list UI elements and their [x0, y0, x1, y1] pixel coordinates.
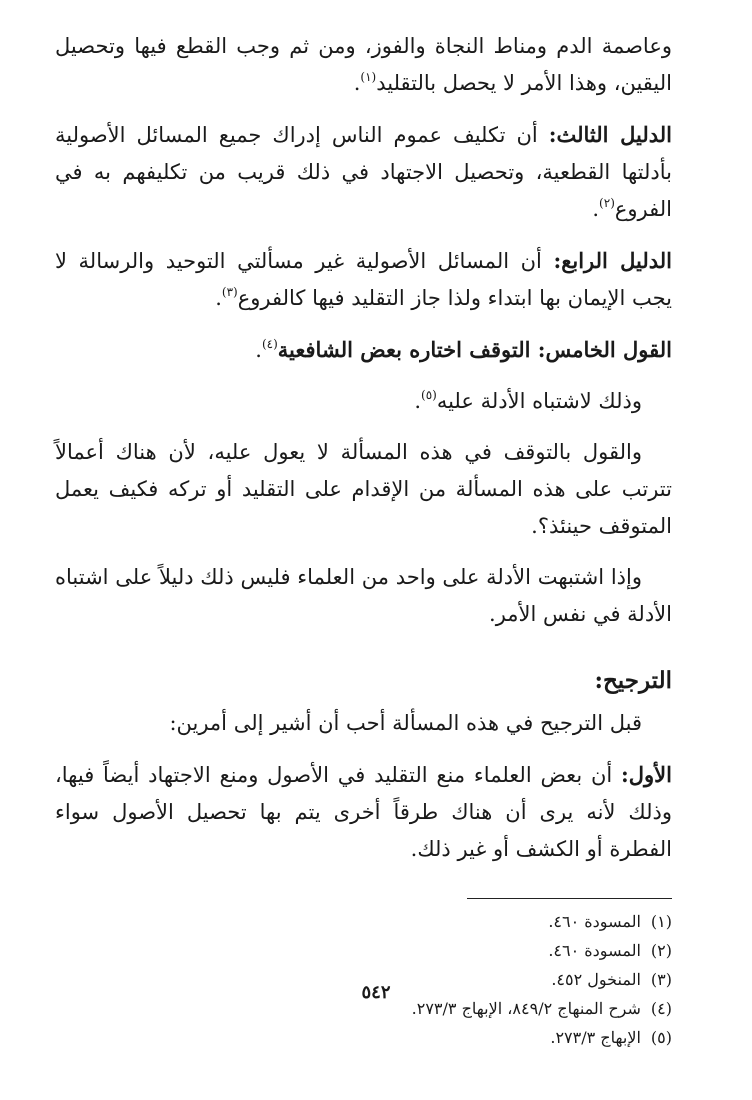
footnote-number: (٤) — [650, 999, 672, 1018]
footnote-ref-4[interactable]: (٤) — [261, 337, 278, 351]
footnote-number: (٢) — [650, 941, 672, 960]
footnote-number: (٥) — [650, 1028, 672, 1047]
footnote-text: الإبهاج ٢٧٣/٣. — [550, 1028, 641, 1047]
page-content — [55, 28, 672, 1052]
paragraph-first-matter: الأول: أن بعض العلماء منع التقليد في الأصول ومنع الاجتهاد أيضاً فيها، وذلك لأنه يرى أن هناك طرقاً أخرى يتم بها تحصيل الأصول سواء الفطرة أو الكشف أو غير ذلك. — [55, 762, 672, 861]
paragraph-reason: وذلك لاشتباه الأدلة عليه$^{(٥)}$. — [414, 388, 642, 413]
footnote-number: (٣) — [650, 970, 672, 989]
section-heading-tarjih: الترجيح: — [594, 667, 672, 694]
paragraph-refutation: والقول بالتوقف في هذه المسألة لا يعول عليه، لأن هناك أعمالاً تترتب على هذه المسألة من الإقدام على التقليد أو تركه فكيف يعمل المتوقف حينئذ؟. — [55, 440, 672, 538]
paragraph-third-evidence: الدليل الثالث: أن تكليف عموم الناس إدراك جميع المسائل الأصولية بأدلتها القطعية، وتحصيل الاجتهاد في ذلك قريب من تكليفهم به في الفروع$^{(٢)}$. — [55, 122, 672, 221]
footnote-item — [55, 936, 672, 965]
footnote-number: (١) — [650, 912, 672, 931]
paragraph-continuation: وعاصمة الدم ومناط النجاة والفوز، ومن ثم وجب القطع فيها وتحصيل اليقين، وهذا الأمر لا يحصل بالتقليد$^{(١)}$. — [55, 34, 672, 95]
footnote-text: المسودة ٤٦٠. — [548, 912, 641, 931]
footnote-text: شرح المنهاج ٨٤٩/٢، الإبهاج ٢٧٣/٣. — [411, 999, 641, 1018]
footnote-item — [55, 907, 672, 936]
footnote-ref-5[interactable]: (٥) — [421, 388, 437, 402]
fourth-evidence-heading: الدليل الرابع: — [553, 248, 672, 273]
footnote-ref-3[interactable]: (٣) — [221, 285, 238, 299]
footnote-item — [55, 1023, 672, 1052]
footnote-separator — [467, 898, 672, 899]
footnotes-list — [55, 907, 672, 1052]
fifth-opinion-heading: القول الخامس: التوقف اختاره بعض الشافعية — [277, 337, 672, 362]
paragraph-tarjih-intro: قبل الترجيح في هذه المسألة أحب أن أشير إلى أمرين: — [169, 711, 642, 735]
footnote-text: المسودة ٤٦٠. — [548, 941, 641, 960]
paragraph-ambiguity: وإذا اشتبهت الأدلة على واحد من العلماء فليس ذلك دليلاً على اشتباه الأدلة في نفس الأمر. — [55, 565, 672, 626]
footnote-ref-1[interactable]: (١) — [360, 70, 377, 84]
paragraph-fifth-opinion: القول الخامس: التوقف اختاره بعض الشافعية$^{(٤)}$. — [255, 337, 672, 362]
footnote-ref-2[interactable]: (٢) — [599, 196, 615, 210]
page-number: ٥٤٢ — [361, 982, 391, 1003]
first-matter-heading: الأول: — [621, 762, 672, 787]
paragraph-fourth-evidence: الدليل الرابع: أن المسائل الأصولية غير مسألتي التوحيد والرسالة لا يجب الإيمان بها ابتداء ولذا جاز التقليد فيها كالفروع$^{(٣)}$. — [55, 248, 672, 310]
third-evidence-heading: الدليل الثالث: — [548, 122, 672, 147]
footnote-text: المنخول ٤٥٢. — [551, 970, 641, 989]
